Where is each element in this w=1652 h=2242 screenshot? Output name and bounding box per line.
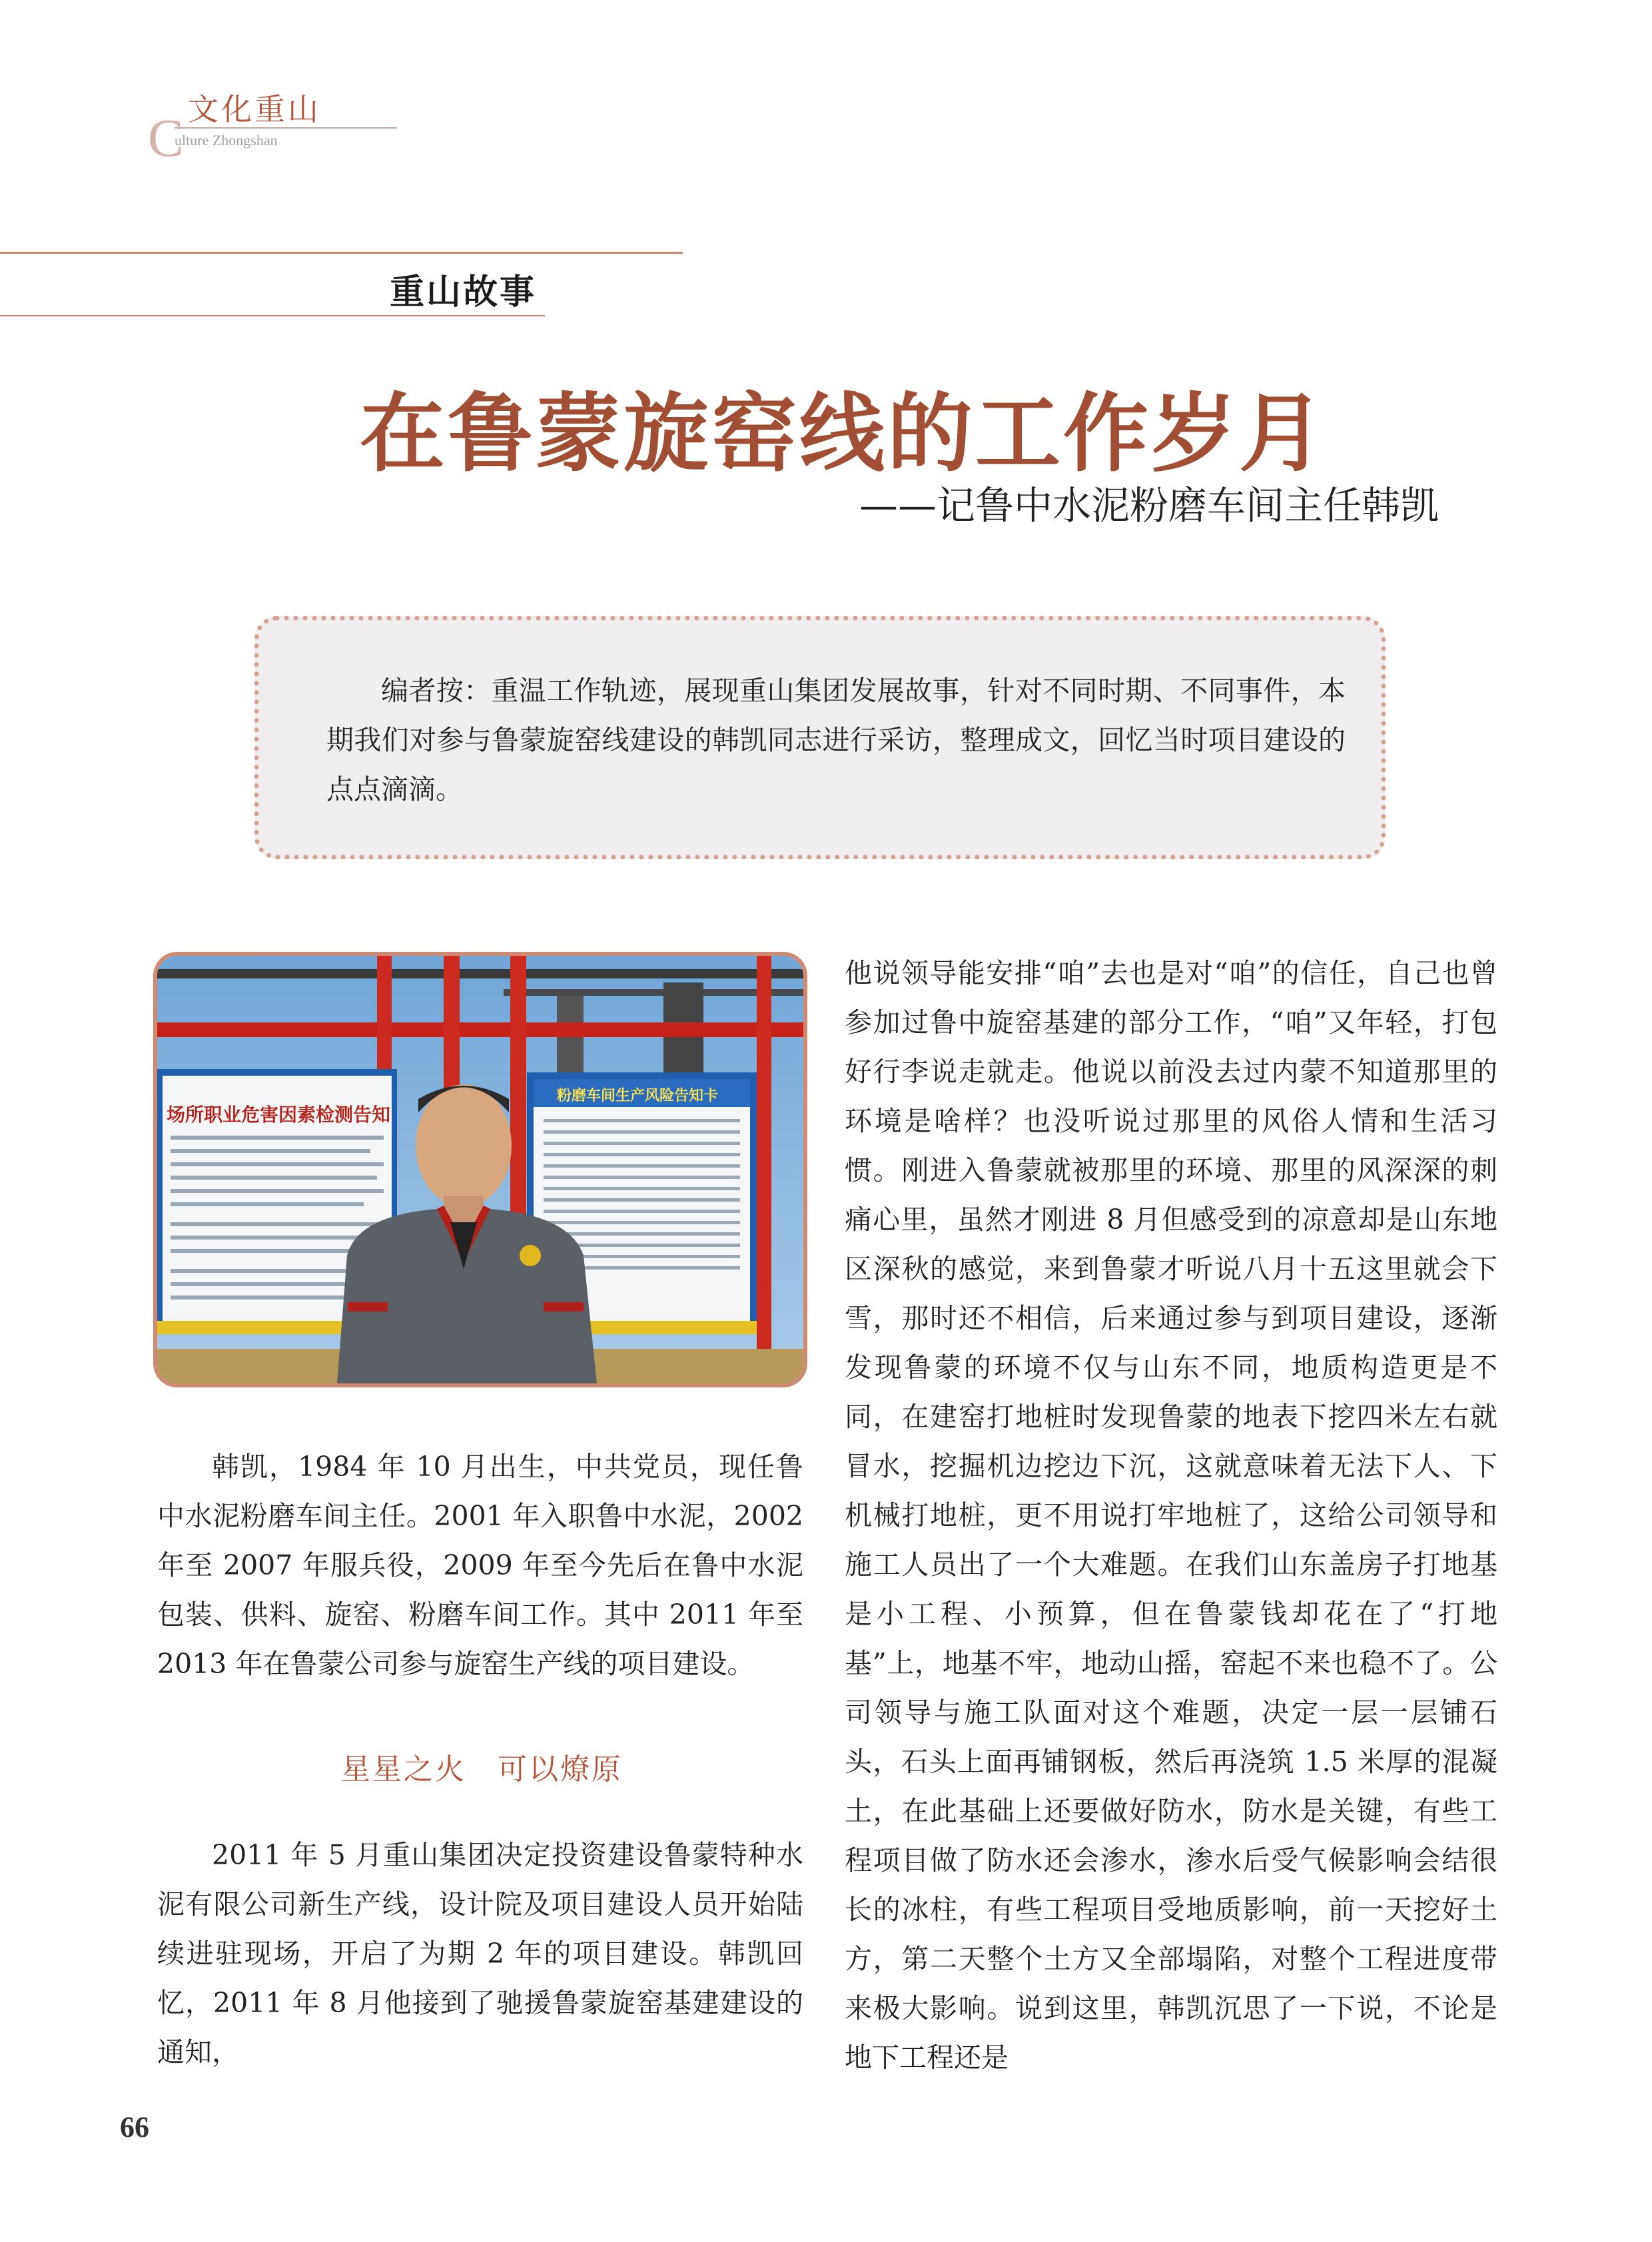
paragraph-1 [157, 1830, 803, 2077]
section-subhead: 星星之火 可以燎原 [341, 1752, 623, 1786]
article-subtitle: ——记鲁中水泥粉磨车间主任韩凯 [859, 483, 1440, 528]
photo-illustration [157, 956, 803, 1383]
editor-note-text: 编者按：重温工作轨迹，展现重山集团发展故事，针对不同时期、不同事件，本期我们对参与鲁蒙旋窑线建设的韩凯同志进行采访，整理成文，回忆当时项目建设的点点滴滴。 [326, 675, 1346, 805]
board-right-title: 粉磨车间生产风险告知卡 [557, 1088, 719, 1104]
section-label: 重山故事 [390, 272, 537, 312]
section-rule-bottom [0, 315, 545, 316]
paragraph-2-text: 他说领导能安排“咱”去也是对“咱”的信任，自己也曾参加过鲁中旋窑基建的部分工作，“咱”又年轻，打包好行李说走就走。他说以前没去过内蒙不知道那里的环境是啥样？也没听说过那里的风俗人情和生活习惯。刚进入鲁蒙就被那里的环境、那里的风深深的刺痛心里，虽然才刚进 8 月但感受到的凉意却是山东地区深秋的感觉，来到鲁蒙才听说八月十五这里就会下雪，那时还不相信，后来通过参与到项目建设，逐渐发现鲁蒙的环境不仅与山东不同，地质构造更是不同，在建窑打地桩时发现鲁蒙的地表下挖四米左右就冒水，挖掘机边挖边下沉，这就意味着无法下人、下机械打地桩，更不用说打牢地桩了，这给公司领导和施工人员出了一个大难题。在我们山东盖房子打地基是小工程、小预算，但在鲁蒙钱却花在了“打地基”上，地基不牢，地动山摇，窑起不来也稳不了。公司领导与施工队面对这个难题，决定一层一层铺石头，石头上面再铺钢板，然后再浇筑 1.5 米厚的混凝土，在此基础上还要做好防水，防水是关键，有些工程项目做了防水还会渗水，渗水后受气候影响会结很长的冰柱，有些工程项目受地质影响，前一天挖好土方，第二天整个土方又全部塌陷，对整个工程进度带来极大影响。说到这里，韩凯沉思了一下说，不论是地下工程还是 [845, 957, 1497, 2073]
page-number: 66 [120, 2111, 149, 2143]
masthead-subtitle: ulture Zhongshan [175, 132, 278, 149]
section-rule-top [0, 252, 683, 254]
editor-note [326, 666, 1346, 814]
intro-text: 韩凯，1984 年 10 月出生，中共党员，现任鲁中水泥粉磨车间主任。2001 年入职鲁中水泥，2002 年至 2007 年服兵役，2009 年至今先后在鲁中水泥包装、供料、旋窑、粉磨车间工作。其中 2011 年至 2013 年在鲁蒙公司参与旋窑生产线的项目建设。 [157, 1451, 803, 1680]
masthead-initial: C [148, 109, 184, 168]
paragraph-1-text: 2011 年 5 月重山集团决定投资建设鲁蒙特种水泥有限公司新生产线，设计院及项目建设人员开始陆续进驻现场，开启了为期 2 年的项目建设。韩凯回忆，2011 年 8 月他接到了驰援鲁蒙旋窑基建建设的通知， [157, 1839, 803, 2068]
article-photo [157, 956, 803, 1383]
person-head [416, 1084, 512, 1207]
article-title: 在鲁蒙旋窑线的工作岁月 [360, 384, 1328, 484]
paragraph-2 [845, 948, 1497, 2082]
masthead-title: 文化重山 [188, 91, 321, 127]
board-left-title: 场所职业危害因素检测告知 [167, 1104, 391, 1126]
intro-paragraph [157, 1442, 803, 1688]
masthead-rule [175, 127, 397, 129]
